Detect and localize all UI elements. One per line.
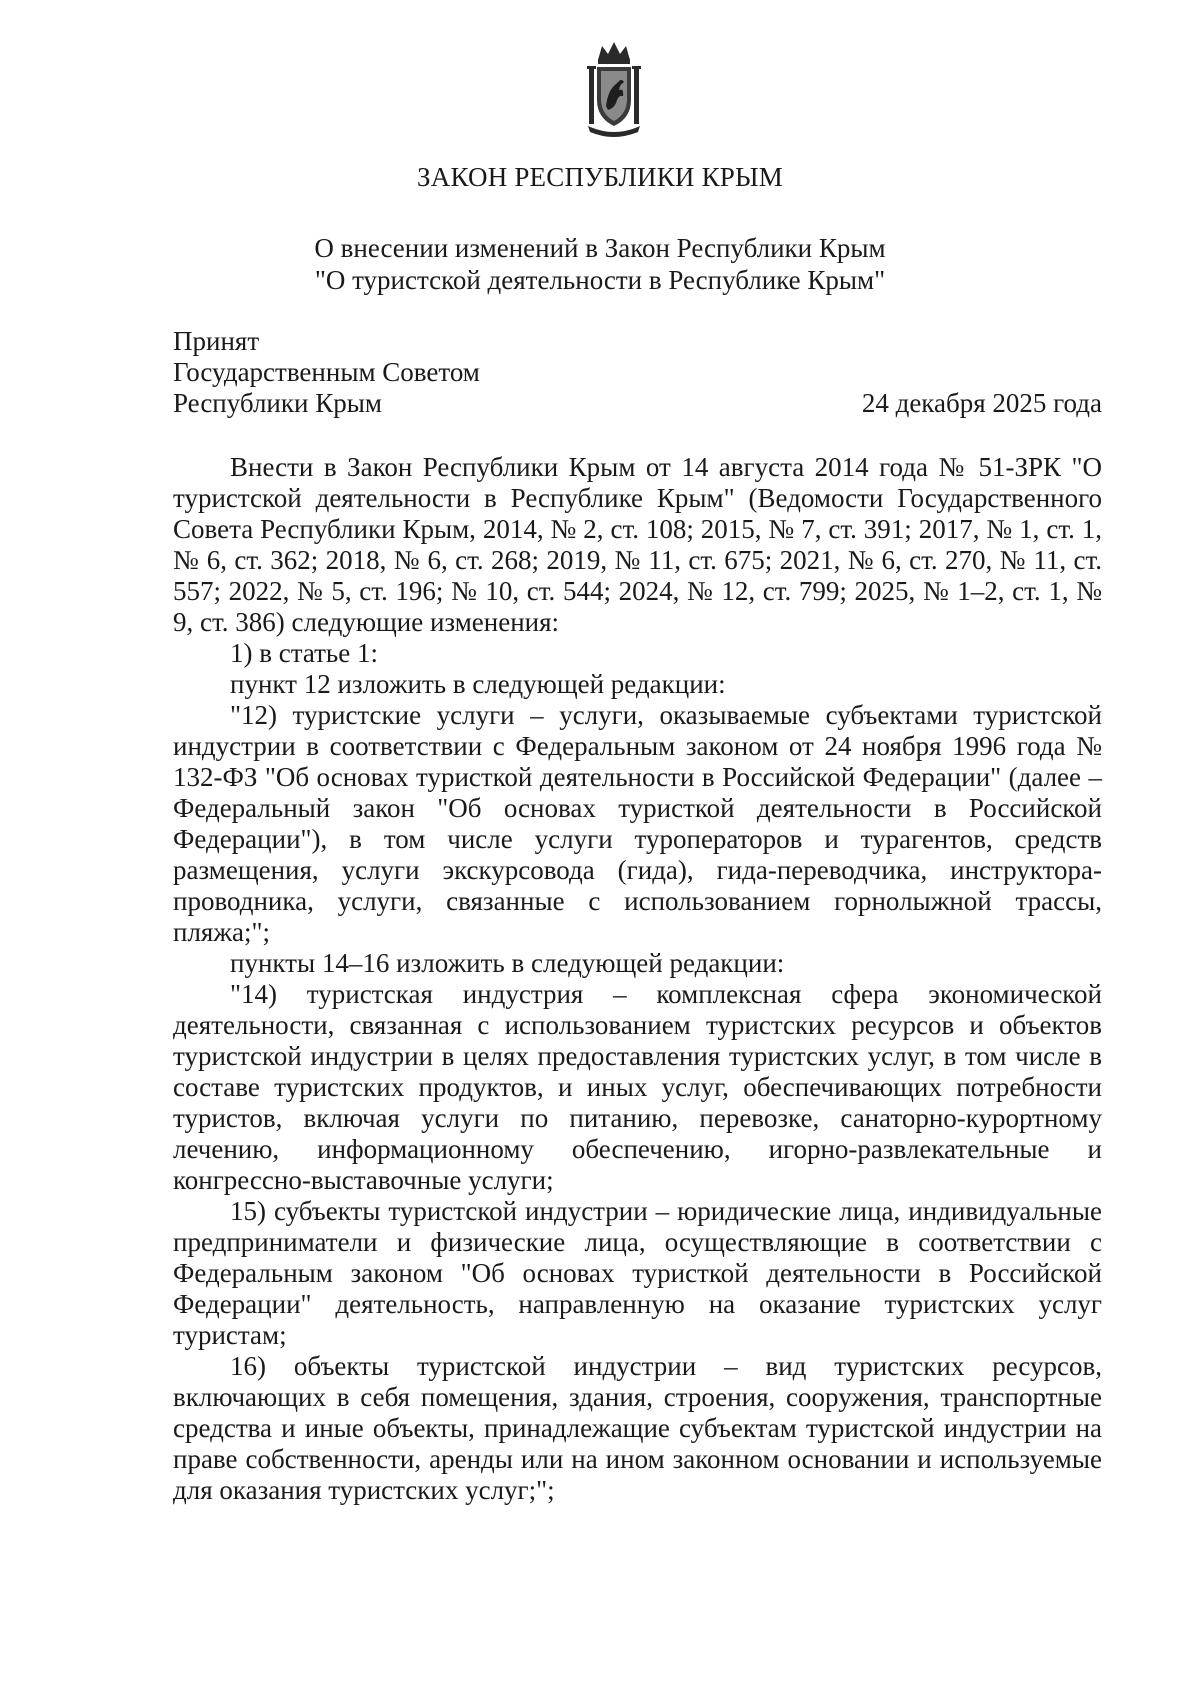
intro-paragraph: Внести в Закон Республики Крым от 14 августа 2014 года № 51-ЗРК "О туристской деятельности в Республике Крым" (Ведомости Государственного Совета Республики Крым, 2014, № 2, ст. 108; 2015, № 7, ст. 391; 2017, № 1, ст. 1, № 6, ст. 362; 2018, № 6, ст. 268; 2019, № 11, ст. 675; 2021, № 6, ст. 270, № 11, ст. 557; 2022, № 5, ст. 196; № 10, ст. 544; 2024, № 12, ст. 799; 2025, № 1–2, ст. 1, № 9, ст. 386) следующие изменения: — [173, 452, 1102, 637]
crimea-coat-of-arms-icon — [586, 38, 642, 140]
clause-12-intro: пункт 12 изложить в следующей редакции: — [230, 669, 726, 699]
subtitle-line-1: О внесении изменений в Закон Республики Крым — [314, 233, 886, 263]
clause-12-text: "12) туристские услуги – услуги, оказываемые субъектами туристской индустрии в соответствии с Федеральным законом от 24 ноября 1996 года № 132-ФЗ "Об основах туристкой деятельности в Российской Федерации" (далее – Федеральный закон "Об основах туристкой деятельности в Российской Федерации"), в том числе услуги туроператоров и турагентов, средств размещения, услуги экскурсовода (гида), гида-переводчика, инструктора-проводника, услуги, связанные с использованием горнолыжной трассы, пляжа;"; — [173, 700, 1102, 947]
adoption-line-2: Государственным Советом — [173, 357, 480, 387]
clause-16-text: 16) объекты туристской индустрии – вид туристских ресурсов, включающих в себя помещения, здания, строения, сооружения, транспортные средства и иные объекты, принадлежащие субъектам туристской индустрии на праве собственности, аренды или на ином законном основании и используемые для оказания туристских услуг;"; — [173, 1351, 1102, 1505]
clauses-14-16-intro: пункты 14–16 изложить в следующей редакции: — [230, 948, 785, 978]
adoption-line-3: Республики Крым — [173, 388, 382, 418]
law-body — [173, 452, 1102, 1506]
law-title: ЗАКОН РЕСПУБЛИКИ КРЫМ — [417, 162, 783, 192]
subtitle-line-2: "О туристской деятельности в Республике Крым" — [314, 265, 886, 295]
adoption-block — [173, 326, 480, 419]
law-subtitle — [0, 232, 1200, 296]
adoption-line-1: Принят — [173, 326, 260, 356]
clause-14-text: "14) туристская индустрия – комплексная сфера экономической деятельности, связанная с использованием туристских ресурсов и объектов туристской индустрии в целях предоставления туристских услуг, в том числе в составе туристских продуктов, и иных услуг, обеспечивающих потребности туристов, включая услуги по питанию, перевозке, санаторно-курортному лечению, информационному обеспечению, игорно-развлекательные и конгрессно-выставочные услуги; — [173, 979, 1102, 1195]
item-1: 1) в статье 1: — [230, 638, 378, 668]
clause-15-text: 15) субъекты туристской индустрии – юридические лица, индивидуальные предприниматели и физические лица, осуществляющие в соответствии с Федеральным законом "Об основах туристкой деятельности в Российской Федерации" деятельность, направленную на оказание туристских услуг туристам; — [173, 1196, 1102, 1350]
adoption-date: 24 декабря 2025 года — [861, 388, 1102, 418]
